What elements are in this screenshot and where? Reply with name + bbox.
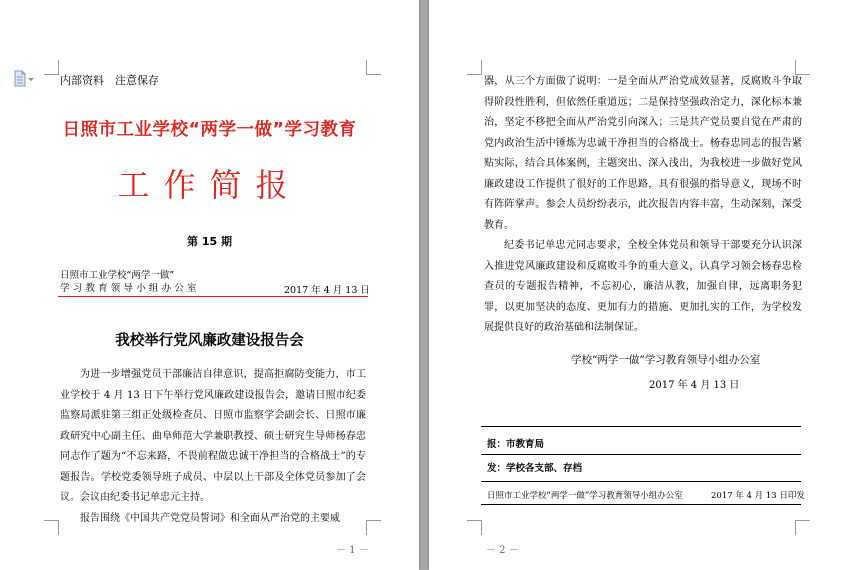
crop-mark-top-left	[467, 60, 482, 75]
send-to: 发：学校各支部、存档	[487, 463, 583, 474]
distribution-top-rule	[481, 426, 801, 427]
crop-mark-bottom-right	[366, 520, 381, 535]
document-icon[interactable]	[14, 70, 28, 87]
publisher-line-1: 日照市工业学校“两学一做”	[60, 270, 175, 281]
article-title: 我校举行党风廉政建设报告会	[115, 332, 304, 349]
footer-organization: 日照市工业学校“两学一做”学习教育领导小组办公室	[487, 491, 683, 501]
brief-title: 工作简报	[117, 166, 302, 204]
paragraph: 为进一步增强党员干部廉洁自律意识，提高拒腐防变能力，市工业学校于 4 月 13 日下午举行党风廉政建设报告会，邀请日照市纪委监察局派驻第三组正处级检查员、日照市监察学会副会长、日照市廉政研究中心副主任、曲阜师范大学兼职教授、硕士研究生导师杨春忠同志作了题为“不忘来路，不畏前程做忠诚干净担当的合格战士”的专题报告。学校党委领导班子成员、中层以上干部及全体党员参加了会议。会议由纪委书记单忠元主持。	[60, 369, 366, 503]
publisher-line-2: 学习教育领导小组办公室	[60, 283, 200, 294]
article-body-page-2	[484, 72, 802, 333]
signature-organization: 学校“两学一做”学习教育领导小组办公室	[571, 354, 761, 366]
publisher-block	[60, 269, 200, 295]
page-number: － 1 －	[336, 545, 369, 556]
paragraph: 器，从三个方面做了说明：一是全面从严治党成效显著，反腐败斗争取得阶段性胜利，但依然任重道远；二是保持坚强政治定力，深化标本兼治，坚定不移把全面从严治党引向深入；三是共产党员要自觉在严肃的党内政治生活中锤炼为忠诚干净担当的合格战士。杨春忠同志的报告紧贴实际，结合具体案例，主题突出、深入浅出，为我校进一步做好党风廉政建设工作提供了很好的工作思路，具有很强的指导意义，现场不时有阵阵掌声。参会人员纷纷表示，此次报告内容丰富，生动深刻，深受教育。	[484, 76, 802, 231]
distribution-middle-rule	[481, 454, 801, 455]
crop-mark-bottom-left	[44, 520, 59, 535]
internal-material-label: 内部资料 注意保存	[60, 74, 159, 87]
signature-date: 2017 年 4 月 13 日	[649, 380, 740, 391]
footer-print-date: 2017 年 4 月 13 日印发	[711, 491, 805, 501]
issue-number: 第 15 期	[187, 235, 232, 248]
school-title: 日照市工业学校“两学一做”学习教育	[62, 120, 357, 140]
distribution-footer-top-rule	[481, 481, 801, 482]
article-body-page-1	[60, 365, 366, 535]
document-page-2	[429, 0, 854, 570]
paragraph: 报告围绕《中国共产党党员誓词》和全面从严治党的主要威	[80, 512, 340, 524]
crop-mark-top-left	[44, 60, 59, 75]
paragraph: 纪委书记单忠元同志要求，全校全体党员和领导干部要充分认识深入推进党风廉政建设和反腐败斗争的重大意义，认真学习领会杨春忠检查员的专题报告精神，不忘初心，廉洁从教，加强自律，远离职务犯罪，以更加坚决的态度、更加有力的措施、更加扎实的工作，为学校发展提供良好的政治基础和法制保证。	[484, 240, 802, 333]
publish-date: 2017 年 4 月 13 日	[284, 285, 370, 296]
distribution-bottom-rule	[481, 504, 801, 505]
report-to: 报：市教育局	[487, 439, 545, 450]
page-number: － 2 －	[486, 545, 519, 556]
crop-mark-bottom-left	[467, 520, 482, 535]
document-page-1	[0, 0, 419, 570]
red-divider	[58, 296, 368, 297]
crop-mark-bottom-right	[795, 520, 810, 535]
crop-mark-top-right	[366, 60, 381, 75]
